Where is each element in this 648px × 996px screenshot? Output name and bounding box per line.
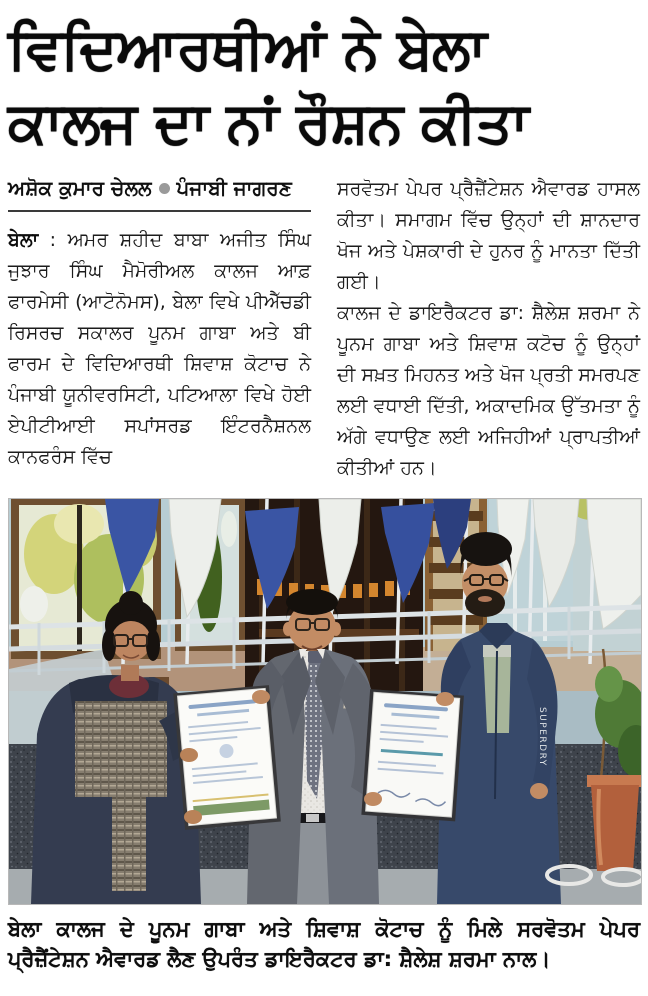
news-photo <box>8 498 640 974</box>
body-paragraph-3: ਕਾਲਜ ਦੇ ਡਾਇਰੈਕਟਰ ਡਾ: ਸ਼ੈਲੇਸ਼ ਸ਼ਰਮਾ ਨੇ ਪੂਨਮ ਗਾਬਾ ਅਤੇ ਸ਼ਿਵਾਸ਼ ਕਟੋਚ ਨੂੰ ਉਨ੍ਹਾਂ ਦੀ ਸਖ਼ਤ ਮਿਹਨਤ ਅਤੇ ਖੋਜ ਪ੍ਰਤੀ ਸਮਰਪਣ ਲਈ ਵਧਾਈ ਦਿੱਤੀ, ਅਕਾਦਮਿਕ ਉੱਤਮਤਾ ਨੂੰ ਅੱਗੇ ਵਧਾਉਣ ਲਈ ਅਜਿਹੀਆਂ ਪ੍ਰਾਪਤੀਆਂ ਕੀਤੀਆਂ ਹਨ। <box>337 302 640 480</box>
dateline-separator: : <box>38 229 68 252</box>
news-photo-illustration <box>8 498 642 905</box>
beard <box>465 589 505 617</box>
article-columns <box>8 174 640 484</box>
byline-bullet-icon <box>159 183 170 194</box>
jacket-brand-text: SUPERDRY <box>537 707 547 767</box>
body-paragraph-2: ਸਰਵੋਤਮ ਪੇਪਰ ਪ੍ਰੈਜ਼ੈਂਟੇਸ਼ਨ ਐਵਾਰਡ ਹਾਸਲ ਕੀਤਾ। ਸਮਾਗਮ ਵਿੱਚ ਉਨ੍ਹਾਂ ਦੀ ਸ਼ਾਨਦਾਰ ਖੋਜ ਅਤੇ ਪੇਸ਼ਕਾਰੀ ਦੇ ਹੁਨਰ ਨੂੰ ਮਾਨਤਾ ਦਿੱਤੀ ਗਈ। <box>337 178 640 294</box>
student-hair <box>460 532 512 566</box>
byline-author: ਅਸ਼ੋਕ ਕੁਮਾਰ ਚੇਲਲ <box>8 176 152 201</box>
scarf-tail <box>112 749 146 891</box>
headline <box>8 12 640 160</box>
byline <box>8 174 311 212</box>
body-text-1: ਅਮਰ ਸ਼ਹੀਦ ਬਾਬਾ ਅਜੀਤ ਸਿੰਘ ਜੁਝਾਰ ਸਿੰਘ ਮੈਮੋਰੀਅਲ ਕਾਲਜ ਆਫ਼ ਫਾਰਮੇਸੀ (ਆਟੋਨੋਮਸ), ਬੇਲਾ ਵਿਖੇ ਪੀਐੱਚਡੀ ਰਿਸਰਚ ਸਕਾਲਰ ਪੂਨਮ ਗਾਬਾ ਅਤੇ ਬੀ ਫਾਰਮ ਦੇ ਵਿਦਿਆਰਥੀ ਸ਼ਿਵਾਸ਼ ਕੋਟਾਚ ਨੇ ਪੰਜਾਬੀ ਯੂਨੀਵਰਸਿਟੀ, ਪਟਿਆਲਾ ਵਿਖੇ ਹੋਈ ਏਪੀਟੀਆਈ ਸਪਾਂਸਰਡ ਇੰਟਰਨੈਸ਼ਨਲ ਕਾਨਫਰੰਸ ਵਿੱਚ <box>8 229 311 469</box>
photo-caption: ਬੇਲਾ ਕਾਲਜ ਦੇ ਪੂਨਮ ਗਾਬਾ ਅਤੇ ਸ਼ਿਵਾਸ਼ ਕੋਟਾਚ ਨੂੰ ਮਿਲੇ ਸਰਵੋਤਮ ਪੇਪਰ ਪ੍ਰੈਜ਼ੈਂਟੇਸ਼ਨ ਐਵਾਰਡ ਲੈਣ ਉਪਰੰਤ ਡਾਇਰੈਕਟਰ ਡਾ: ਸ਼ੈਲੇਸ਼ ਸ਼ਰਮਾ ਨਾਲ। <box>8 917 640 972</box>
dateline: ਬੇਲਾ <box>8 229 39 252</box>
byline-publication: ਪੰਜਾਬੀ ਜਾਗਰਣ <box>176 176 292 201</box>
director-hair <box>286 589 338 615</box>
woman-face <box>111 621 151 661</box>
hair-bun <box>119 591 143 615</box>
headline-line1: ਵਿਦਿਆਰਥੀਆਂ ਨੇ ਬੇਲਾ <box>8 16 486 82</box>
column-left <box>8 174 311 484</box>
headline-line2: ਕਾਲਜ ਦਾ ਨਾਂ ਰੌਸ਼ਨ ਕੀਤਾ <box>8 90 528 157</box>
column-right <box>337 174 640 484</box>
body-paragraph-1 <box>8 225 311 473</box>
